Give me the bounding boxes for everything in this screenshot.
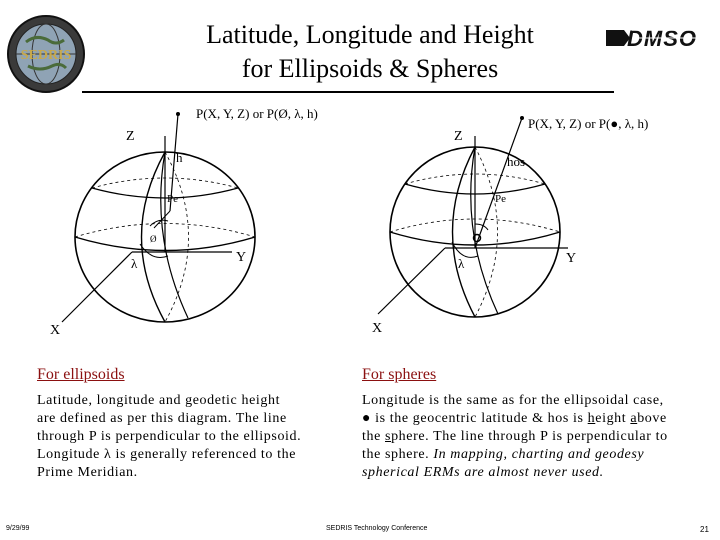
right-y-axis-label: Y (566, 251, 577, 266)
footer-conference: SEDRIS Technology Conference (326, 525, 428, 532)
spheres-description (362, 392, 712, 482)
spheres-line-5-italic: spherical ERMs are almost never used. (362, 465, 604, 480)
right-point-label-start (528, 116, 648, 131)
ellipsoids-description (37, 392, 337, 482)
left-h-label: h (176, 150, 183, 165)
spheres-line-2-end: bove (637, 411, 667, 426)
left-z-axis-label: Z (126, 129, 135, 144)
spheres-line-2 (362, 410, 712, 428)
spheres-line-2-mid: eight (595, 411, 631, 426)
spheres-line-2-h: h (587, 411, 596, 426)
spheres-line-4-italic: In mapping, charting and geodesy (433, 447, 645, 462)
ellipsoids-line: Prime Meridian. (37, 465, 138, 480)
right-point-label-prefix: P(X, Y, Z) or P( (528, 116, 611, 131)
ellipsoids-line: Latitude, longitude and geodetic height (37, 393, 281, 408)
ellipsoids-line: are defined as per this diagram. The line (37, 411, 287, 426)
left-y-axis-label: Y (236, 250, 247, 265)
spheres-line-4 (362, 446, 712, 464)
right-hos-label: hos (507, 154, 526, 169)
title-line-1: Latitude, Longitude and Height (206, 20, 534, 49)
left-pe-label: Pe (167, 193, 178, 205)
title-divider (82, 91, 614, 93)
right-point-label-suffix: , λ, h) (618, 116, 649, 131)
sphere-figure (372, 116, 648, 336)
spheres-line-2-a: a (630, 411, 638, 426)
ellipsoids-heading: For ellipsoids (37, 366, 125, 383)
right-lambda-label: λ (458, 256, 465, 271)
spheres-line-5 (362, 464, 712, 482)
spheres-line-1: Longitude is the same as for the ellipsoidal case, (362, 393, 664, 408)
ellipsoids-line: through P is perpendicular to the ellipsoid. (37, 429, 302, 444)
footer-page-number: 21 (700, 525, 709, 534)
right-x-axis-label: X (372, 321, 383, 336)
left-lambda-label: λ (131, 256, 138, 271)
sedris-logo-text: SEDRIS (20, 48, 72, 63)
spheres-line-3-rest: phere. The line through P is perpendicular to (391, 429, 668, 444)
left-x-axis-label: X (50, 323, 61, 338)
ellipsoid-sphere-diagram (0, 96, 720, 346)
right-pe-label: Pe (495, 193, 506, 205)
right-z-axis-label: Z (454, 129, 463, 144)
sedris-globe-logo-icon (4, 12, 88, 96)
footer-date: 9/29/99 (6, 525, 30, 532)
spheres-line-2-rest: is the geocentric latitude & hos is (371, 411, 588, 426)
title-line-2: for Ellipsoids & Spheres (241, 54, 499, 83)
page-title (120, 18, 620, 86)
spheres-heading: For spheres (362, 366, 437, 383)
ellipsoid-figure (50, 106, 318, 338)
spheres-line-3-pre: the (362, 429, 386, 444)
spheres-line-4-plain: the sphere. (362, 447, 434, 462)
spheres-line-3 (362, 428, 712, 446)
dmso-logo-text: DMSO (627, 26, 697, 51)
psi-symbol-icon: ● (362, 411, 372, 426)
dmso-logo-icon (604, 24, 704, 52)
spheres-line-3-s: s (385, 429, 392, 444)
ellipsoids-line: Longitude λ is generally referenced to the (37, 447, 297, 462)
left-phi-label: Ø (150, 234, 157, 244)
right-point-psi-symbol: ● (610, 116, 619, 131)
left-point-label: P(X, Y, Z) or P(Ø, λ, h) (196, 106, 318, 121)
